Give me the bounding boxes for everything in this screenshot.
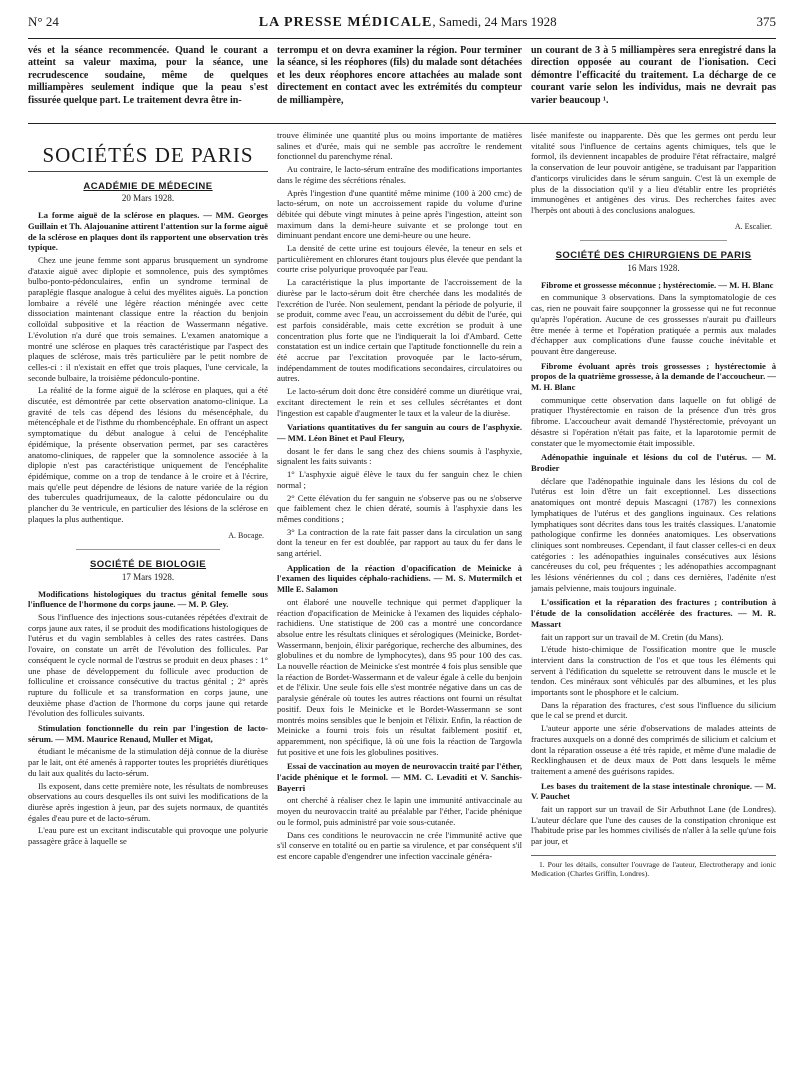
- paragraph: Dans ces conditions le neurovaccin ne crée l'immunité active que s'il conserve en totalité ou en partie sa virulence, et par conséquent s'il est encore capable d'engendrer une infection vaccinale généra-: [277, 829, 522, 861]
- chirurgiens-title: SOCIÉTÉ DES CHIRURGIENS DE PARIS: [555, 250, 752, 262]
- section-divider: [28, 123, 776, 124]
- paragraph: La densité de cette urine est toujours élevée, la teneur en sels et particulièrement en chlorures étant toujours plus élevée que pendant la courte crise polyurique provoquée par l'eau.: [277, 243, 522, 275]
- article-lead: Fibrome et grossesse méconnue ; hystérectomie. — M. H. Blanc: [541, 279, 774, 290]
- page-number: 375: [756, 14, 776, 29]
- journal-title: LA PRESSE MÉDICALE: [258, 15, 433, 30]
- paragraph: L'eau pure est un excitant indiscutable qui provoque une polyurie passagère grâce à laquelle se: [28, 825, 268, 847]
- article-lead: Fibrome évoluant après trois grossesses ; hystérectomie à propos de la quatrième grossesse, à la demande de l'accoucheur. — M. H. Blanc: [531, 360, 776, 393]
- article-lead: Application de la réaction d'opacification de Meinicke à l'examen des liquides céphalo-rachidiens. — M. S. Mutermilch et Mlle E. Salamon: [277, 562, 522, 595]
- separator: [76, 549, 220, 550]
- section-main-title: SOCIÉTÉS DE PARIS: [28, 150, 268, 172]
- paragraph: 3° La contraction de la rate fait passer dans la circulation un sang dont la teneur en fer est doublée, par rapport au taux du fer dans le sang artériel.: [277, 526, 522, 559]
- paragraph: ont cherché à réaliser chez le lapin une immunité antivaccinale au moyen du neurovaccin traité au préalable par l'éther, l'acide phénique ou le formol, puis administré par voie sous-cutanée.: [277, 795, 522, 827]
- paragraph: Au contraire, le lacto-sérum entraîne des modifications importantes dans le régime des sécrétions rénales.: [277, 164, 522, 185]
- paragraph: 1° L'asphyxie aiguë élève le taux du fer sanguin chez le chien normal ;: [277, 469, 522, 490]
- paragraph: dosant le fer dans le sang chez des chiens soumis à l'asphyxie, signalent les faits suivants :: [277, 445, 522, 467]
- signature: A. Bocage.: [228, 530, 264, 540]
- paragraph: Dans la réparation des fractures, c'est sous l'influence du silicium que le cal se prend et durcit.: [531, 699, 776, 721]
- newspaper-page: [28, 14, 776, 1060]
- issue-number: N° 24: [28, 14, 59, 29]
- paragraph: Après l'ingestion d'une quantité même minime (100 à 200 cmc) de lacto-sérum, on note un accroissement rapide du volume d'urine débitée qui débute vingt minutes à peine après l'ingestion, atteint son maximum dans la demi-heure suivante et se prolonge tout en diminuant pendant encore une demi-heure ou une heure.: [277, 187, 522, 241]
- article-lead: L'ossification et la réparation des fractures ; contribution à l'étude de la consolidation accélérée des fractures. — M. R. Massart: [531, 597, 776, 629]
- paragraph: Ils exposent, dans cette première note, les résultats de nombreuses observations au cours desquelles ils ont suivi les modifications de la diurèse après ingestion à jeun, par des sujets normaux, de quantités égales d'eau pure et de lacto-sérum.: [28, 780, 268, 823]
- academie-title: ACADÉMIE DE MÉDECINE: [83, 180, 213, 192]
- paragraph: fait un rapport sur un travail de M. Cretin (du Mans).: [541, 631, 724, 642]
- continued-text-col3: un courant de 3 à 5 milliampères sera enregistré dans la direction opposée au courant de l'ionisation. Ceci démontre l'efficacité du traitement. La décharge de ce courant varie selon les individus, mais ne devrait pas varier beaucoup ¹.: [531, 45, 776, 106]
- article-lead: La forme aiguë de la sclérose en plaques. — MM. Georges Guillain et Th. Alajouanine attirent l'attention sur la forme aiguë de la sclérose en plaques dont ils rapportent une observation très typique.: [28, 210, 268, 253]
- continued-article: [28, 45, 776, 117]
- paragraph: étudiant le mécanisme de la stimulation déjà connue de la diurèse par le lait, ont été amenés à rapporter toutes les propriétés diurétiques du lait aux qualités du lacto-sérum.: [28, 746, 268, 778]
- biologie-date: 17 Mars 1928.: [121, 571, 175, 582]
- paragraph: fait un rapport sur un travail de Sir Arbuthnot Lane (de Londres). L'auteur déclare que l'une des causes de la constipation chronique est l'habitude prise par les hommes civilisés de n'aller à la selle qu'une fois par jour, et: [531, 804, 776, 847]
- paragraph: La réalité de la forme aiguë de la sclérose en plaques, qui a été discutée, est démontrée par cette observation anatomo-clinique. La gravité de tels cas dépend des lésions du mésencéphale, du métencéphale et de l'isthme du rhombencéphale. En offrant un aspect symptomatique du début analogue à celui de l'encéphalite épidémique, la présente observation permet, par ses caractères anatomo-cliniques, de rappeler que la somnolence associée à la diplopie n'est pas caractéristique uniquement de l'encéphalite épidémique, comme on a trop de tendance à le croire et à l'écrire, mais qu'elle peut dépendre de lésions de nature variée de la région des tubercules quadrijumeaux, de la calotte pédonculaire ou du plancher du 3e ventricule, en particulier des lésions de la sclérose en plaques la plus authentique.: [28, 385, 268, 524]
- paragraph: en communique 3 observations. Dans la symptomatologie de ces cas, rien ne pouvait faire soupçonner la grossesse qui ne fut reconnue qu'après l'opération. Aucune de ces grossesses n'aurait pu d'ailleurs être menée à terme et l'opération pratiquée a permis aux malades d'échapper aux complications d'une fausse couche inévitable et pouvant être dangereuse.: [531, 292, 776, 356]
- paragraph: lisée manifeste ou inapparente. Dès que les germes ont perdu leur vitalité sous l'influence de certains agents chimiques, tels que le formol, ils deviennent incapables de produire l'état réfractaire, malgré la conservation de leur pouvoir antigène, se traduisant par l'apparition d'anticorps virulicides dans le sérum sanguin. C'est là un exemple de plus de la dissociation qu'il y a lieu d'établir entre les propriétés immunogènes et antigènes des virus. Des recherches faites avec l'herpès ont abouti à des conclusions analogues.: [531, 130, 776, 215]
- column-right: [531, 130, 776, 1060]
- article-lead: Variations quantitatives du fer sanguin au cours de l'asphyxie. — MM. Léon Binet et Paul Fleury,: [277, 422, 522, 443]
- page-header: [28, 14, 776, 39]
- article-lead: Les bases du traitement de la stase intestinale chronique. — M. V. Pauchet: [531, 780, 776, 802]
- footnote-text: 1. Pour les détails, consulter l'ouvrage de l'auteur, Electrotherapy and ionic Medication (Charles Griffin, Londres).: [531, 859, 776, 879]
- paragraph: Chez une jeune femme sont apparus brusquement un syndrome d'ataxie aiguë avec diplopie et somnolence, puis des symptômes bulbo-ponto-pédonculaires, enfin un syndrome terminal de paraplégie flasque analogue à celui des myélites aiguës. La ponction lombaire a révélé une légère réaction méningée avec cette dissociation maintenant classique entre la réaction du benjoin colloïdal subpositive et la réaction de Wassermann négative. L'évolution n'a duré que trois semaines. L'examen anatomique a montré une sclérose en plaques très caractéristique par l'aspect des plaques de sclérose, mais très particulière par le petit nombre de celles-ci : il n'existait en effet que trois plaques, l'une cervicale, la seconde bulbaire, la troisième pédonculo-pontine.: [28, 254, 268, 383]
- article-lead: Stimulation fonctionnelle du rein par l'ingestion de lacto-sérum. — MM. Maurice Renaud, Muller et Migat,: [28, 723, 268, 744]
- footnote: [531, 855, 776, 879]
- academie-date: 20 Mars 1928.: [121, 193, 175, 204]
- continued-text-col2: terrompu et on devra examiner la région. Pour terminer la séance, si les réophores (fils) du malade sont détachées et les deux réophores encore attachées au malade sont directement en contact avec les extrémités du compteur de milliampère,: [277, 45, 522, 106]
- main-columns: [28, 130, 776, 1060]
- column-left: [28, 130, 268, 1060]
- issue-date: , Samedi, 24 Mars 1928: [432, 14, 557, 29]
- paragraph: Le lacto-sérum doit donc être considéré comme un diurétique vrai, excitant directement le rein et ses cellules sécrétantes et dont l'ingestion est capable d'augmenter le taux et la valeur de la diurèse.: [277, 386, 522, 418]
- paragraph: L'étude histo-chimique de l'ossification montre que le muscle intervient dans la construction de l'os et que tous les éléments qui servent à l'édification du squelette se retrouvent dans le muscle et le tendon. Ces minéraux sont véhiculés par des albumines, et les plus importants sont le phosphore et le calcium.: [531, 644, 776, 698]
- paragraph: trouve éliminée une quantité plus ou moins importante de matières salines et d'urée, mais qui ne semble pas accroître le rendement fonctionnel du parenchyme rénal.: [277, 130, 522, 162]
- paragraph: ont élaboré une nouvelle technique qui permet d'appliquer la réaction d'opacification de Meinicke à l'examen des liquides céphalo-rachidiens. Une statistique de 200 cas a montré une concordance absolue entre les résultats cliniques et sérologiques (Meinicke, Bordet-Wassermann, benjoin, élixir parégorique, recherche des albumines, des globulines et du nombre de lymphocytes), dans 95 pour 100 des cas. La nouvelle réaction de Meinicke s'est montrée 4 fois plus sensible que la réaction de Bordet-Wassermann et de valeur égale à celle du benjoin et de l'élixir. Une seule fois elle s'est montrée négative dans un cas de paralysie générale où toutes les autres réactions ont fourni un résultat positif. Deux fois le Meinicke et le Bordet-Wassermann se sont montrés moins sensibles que le benjoin et l'élixir. Enfin, la réaction de Meinicke a fourni trois fois un résultat faiblement positif et, apparemment, non spécifique, là où une fois la réaction de Targowla fut positive et une fois les globulines positives.: [277, 596, 522, 757]
- article-lead: Modifications histologiques du tractus génital femelle sous l'influence de l'hormone du corps jaune. — M. P. Gley.: [28, 588, 268, 610]
- continued-text-col1: vés et la séance recommencée. Quand le courant a atteint sa valeur maxima, pour la séance, une recrudescence soudaine, même de quelques milliampères seulement indique que la peau s'est fissurée quelque part. Le traitement devra être in-: [28, 45, 268, 106]
- masthead: [259, 14, 557, 31]
- signature: A. Escalier.: [734, 221, 772, 231]
- column-middle: [277, 130, 522, 1060]
- paragraph: L'auteur apporte une série d'observations de malades atteints de fractures auxquels on a donné des comprimés de silicium et calcium et dont la réparation osseuse a été très rapide, et même d'une maladie de Recklinghausen et de deux maux de Pott dans lesquels le même traitement a amené des guérisons rapides.: [531, 723, 776, 776]
- biologie-title: SOCIÉTÉ DE BIOLOGIE: [89, 559, 207, 571]
- paragraph: 2° Cette élévation du fer sanguin ne s'observe pas ou ne s'observe que faiblement chez le chien dératé, soumis à l'asphyxie dans les mêmes conditions ;: [277, 492, 522, 524]
- paragraph: déclare que l'adénopathie inguinale dans les lésions du col de l'utérus est loin d'être un fait exceptionnel. Les dissections anatomiques ont montré depuis Mascagni (1787) les connexions lymphatiques de l'utérus et des ganglions inguinaux. Ces relations lymphatiques sont décrites dans tous les traités classiques. L'anatomie pathologique confirme les données anatomiques. Les observations cliniques sont nombreuses. Cependant, il faut classer celles-ci en deux catégories : les adénopathies inguinales consécutives aux lésions cancéreuses du col, peu fréquentes ; les adénopathies accompagnant les lésions vénériennes du col ; dans ces dernières, l'adénite n'est jamais pelvienne, mais toujours inguinale.: [531, 475, 776, 593]
- paragraph: communique cette observation dans laquelle on fut obligé de pratiquer l'hystérectomie en raison de la présence d'un très gros fibrome. L'accoucheur avait demandé l'hystérectomie, prévoyant un désastre si l'opération n'était pas faite, et la laparotomie permit de constater que le myomectomie était impossible.: [531, 394, 776, 448]
- paragraph: La caractéristique la plus importante de l'accroissement de la diurèse par le lacto-sérum doit être cherchée dans les modalités de l'excrétion de l'urée. Non seulement, pendant la période de polyurie, il se produit, comme avec l'eau, un accroissement du débit de l'urée, qui est parfois considérable, mais cette excrétion se produit à une concentration plus forte que ne l'indiquerait la loi d'Ambard. Cette constatation est un indice certain que l'aptitude fonctionnelle du rein a été accrue par l'excitation provoquée par le lacto-sérum, indépendamment de toutes modifications secondaires, circulatoires ou autres.: [277, 277, 522, 384]
- paragraph: Sous l'influence des injections sous-cutanées répétées d'extrait de corps jaune aux rates, il se produit des modifications histologiques de l'utérus et du vagin semblables à celles des rates castrées. Dans l'ovaire, on constate un arrêt de l'évolution des follicules. Par conséquent le cycle normal de l'œstrus se produit en deux phases : 1° une phase de développement du follicule avec production de folliculine et croissance consécutive du tractus génital ; 2° après rupture du follicule et sa transformation en corps jaune, une deuxième phase d'action de l'hormone du corps jaune qui retarde l'évolution des follicules suivants.: [28, 612, 268, 719]
- chirurgiens-date: 16 Mars 1928.: [627, 263, 680, 274]
- separator: [580, 240, 727, 241]
- article-lead: Adénopathie inguinale et lésions du col de l'utérus. — M. Brodier: [531, 452, 776, 473]
- article-lead: Essai de vaccination au moyen de neurovaccin traité par l'éther, l'acide phénique et le formol. — MM. C. Levaditi et V. Sanchis-Bayerri: [277, 761, 522, 793]
